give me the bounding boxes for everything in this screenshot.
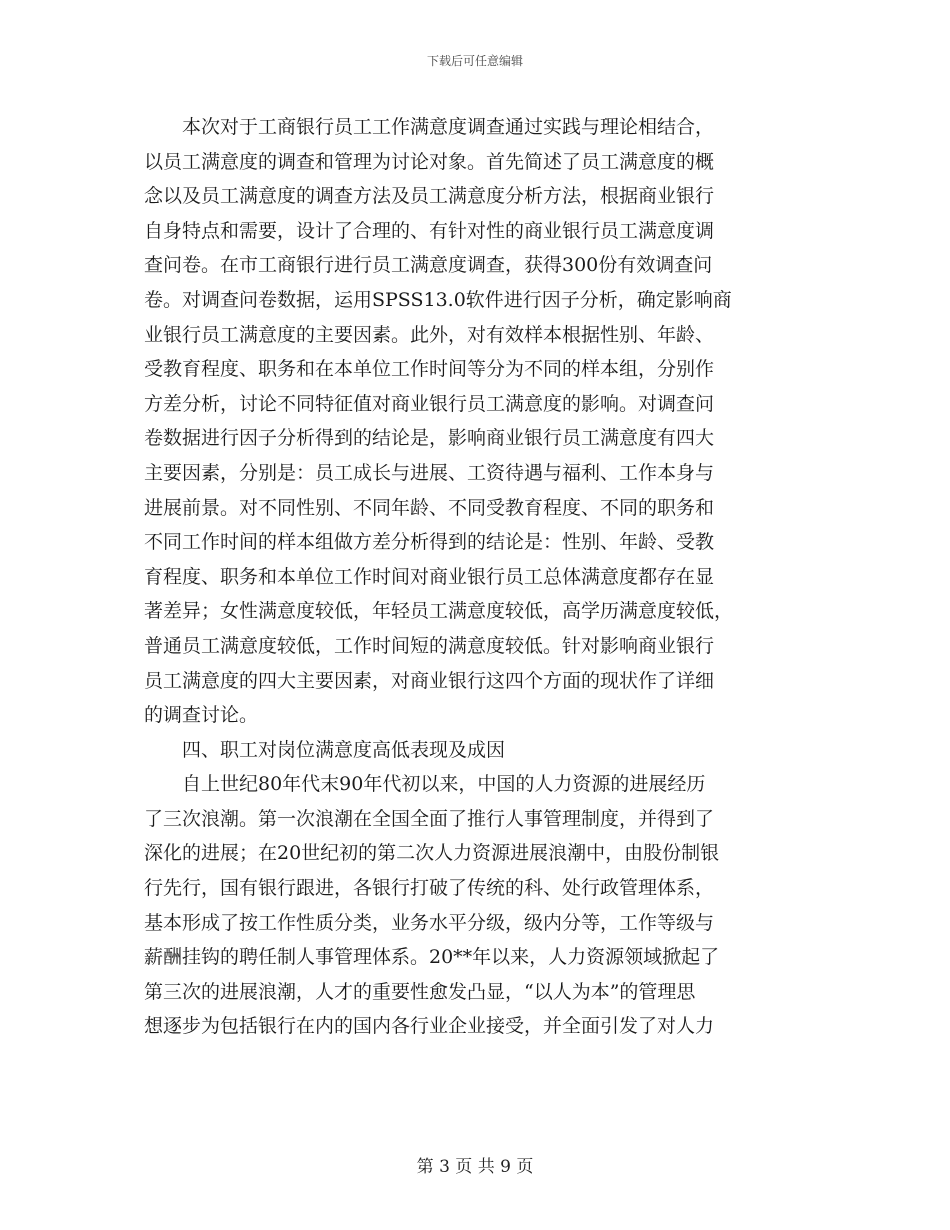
text-line: 行先行，国有银行跟进，各银行打破了传统的科、处行政管理体系，	[144, 877, 715, 900]
text-line: 基本形成了按工作性质分类，业务水平分级，级内分等，工作等级与	[144, 911, 715, 934]
text-line: 育程度、职务和本单位工作时间对商业银行员工总体满意度都存在显	[144, 565, 715, 588]
text-line: 著差异；女性满意度较低，年轻员工满意度较低，高学历满意度较低，	[144, 600, 734, 623]
text-line: 方差分析，讨论不同特征值对商业银行员工满意度的影响。对调查问	[144, 392, 715, 415]
document-body	[144, 110, 804, 1044]
text-line: 想逐步为包括银行在内的国内各行业企业接受，并全面引发了对人力	[144, 1015, 715, 1038]
text-line: 员工满意度的四大主要因素，对商业银行这四个方面的现状作了详细	[144, 669, 715, 692]
text-line: 以员工满意度的调查和管理为讨论对象。首先简述了员工满意度的概	[144, 150, 715, 173]
text-line: 自身特点和需要，设计了合理的、有针对性的商业银行员工满意度调	[144, 219, 715, 242]
text-line: 进展前景。对不同性别、不同年龄、不同受教育程度、不同的职务和	[144, 496, 715, 519]
text-line: 第三次的进展浪潮，人才的重要性愈发凸显，“以人为本”的管理思	[144, 980, 696, 1003]
text-line: 念以及员工满意度的调查方法及员工满意度分析方法，根据商业银行	[144, 185, 715, 208]
text-line: 卷。对调查问卷数据，运用SPSS13.0软件进行因子分析，确定影响商	[144, 288, 732, 311]
section-heading: 四、职工对岗位满意度高低表现及成因	[144, 738, 506, 761]
text-line: 薪酬挂钩的聘任制人事管理体系。20**年以来，人力资源领域掀起了	[144, 946, 720, 969]
text-line: 业银行员工满意度的主要因素。此外，对有效样本根据性别、年龄、	[144, 323, 715, 346]
text-line: 本次对于工商银行员工工作满意度调查通过实践与理论相结合，	[144, 116, 715, 138]
page-header: 下载后可任意编辑	[426, 54, 523, 68]
text-line: 了三次浪潮。第一次浪潮在全国全面了推行人事管理制度，并得到了	[144, 807, 715, 830]
text-line: 的调查讨论。	[144, 704, 259, 727]
text-line: 受教育程度、职务和在本单位工作时间等分为不同的样本组，分别作	[144, 358, 715, 381]
text-line: 普通员工满意度较低，工作时间短的满意度较低。针对影响商业银行	[144, 634, 715, 657]
text-line: 主要因素，分别是：员工成长与进展、工资待遇与福利、工作本身与	[144, 461, 715, 484]
text-line: 卷数据进行因子分析得到的结论是，影响商业银行员工满意度有四大	[144, 427, 715, 450]
text-line: 深化的进展；在20世纪初的第二次人力资源进展浪潮中，由股份制银	[144, 842, 720, 865]
text-line: 不同工作时间的样本组做方差分析得到的结论是：性别、年龄、受教	[144, 531, 715, 554]
text-line: 查问卷。在市工商银行进行员工满意度调查，获得300份有效调查问	[144, 254, 713, 277]
page-number-footer: 第 3 页 共 9 页	[416, 1157, 534, 1177]
text-line: 自上世纪80年代末90年代初以来，中国的人力资源的进展经历	[144, 773, 706, 796]
